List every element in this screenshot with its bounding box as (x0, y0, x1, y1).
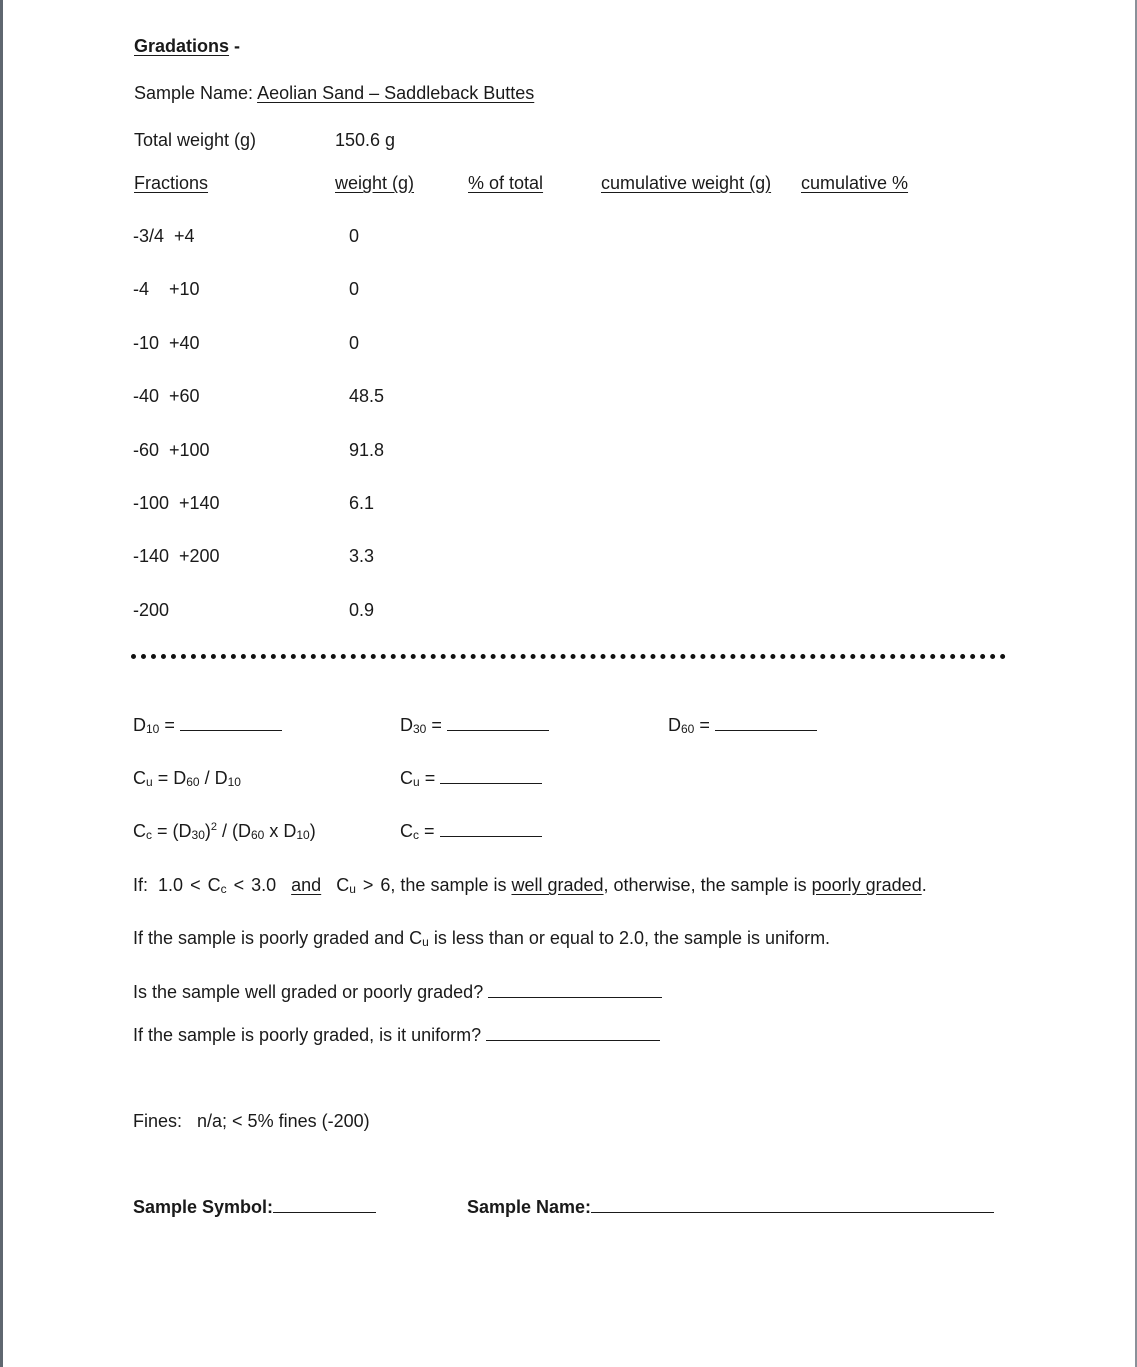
weight-cell: 48.5 (349, 386, 385, 406)
fraction-cell: -200 (133, 600, 170, 620)
sample-symbol-line: Sample Symbol: (133, 1196, 376, 1218)
heading-text: Gradations (134, 36, 230, 56)
sample-name-line (134, 82, 534, 104)
weight-cell: 0 (349, 333, 360, 353)
sample-symbol-blank (273, 1198, 376, 1213)
col-header-cum-weight: cumulative weight (g) (601, 173, 772, 193)
fraction-cell: -10 +40 (133, 333, 200, 353)
page-edge-left (0, 0, 3, 1367)
uniform-rule: If the sample is poorly graded and $C_u$ is less than or equal to 2.0, the sample is uniform. (133, 928, 831, 949)
sample-name-footer-blank (591, 1198, 994, 1213)
d10-blank (180, 716, 282, 731)
fraction-cell: -4 +10 (133, 279, 200, 299)
col-header-cum-percent: cumulative % (801, 173, 909, 193)
question-uniform-blank (486, 1026, 660, 1041)
weight-cell: 3.3 (349, 546, 375, 566)
sample-name-value: Aeolian Sand – Saddleback Buttes (257, 83, 535, 103)
weight-cell: 91.8 (349, 440, 385, 460)
d60-blank (715, 716, 817, 731)
d60-line: $D_{60}$ = (668, 714, 817, 736)
cc-answer-line: $C_c$ = (400, 820, 542, 842)
fraction-cell: -40 +60 (133, 386, 200, 406)
total-weight-value: 150.6 g (335, 130, 396, 150)
col-header-weight: weight (g) (335, 173, 415, 193)
weight-cell: 0 (349, 279, 360, 299)
dotted-divider (131, 654, 1006, 659)
cu-blank (440, 769, 542, 784)
weight-cell: 6.1 (349, 493, 375, 513)
col-header-percent: % of total (468, 173, 544, 193)
fraction-cell: -100 +140 (133, 493, 220, 513)
cu-answer-line: $C_u$ = (400, 767, 542, 789)
heading-suffix: - (229, 36, 241, 56)
col-header-fractions: Fractions (134, 173, 209, 193)
sample-name-label: Sample Name: (134, 83, 258, 103)
question-uniform: If the sample is poorly graded, is it uniform? (133, 1024, 660, 1046)
cu-formula: $C_u = D_{60} / D_{10}$ (133, 768, 241, 789)
fraction-cell: -140 +200 (133, 546, 220, 566)
d10-line: $D_{10}$ = (133, 714, 282, 736)
total-weight-label: Total weight (g) (134, 130, 257, 150)
fraction-cell: -60 +100 (133, 440, 210, 460)
question-graded-blank (488, 983, 662, 998)
weight-cell: 0 (349, 226, 360, 246)
sample-name-footer-line: Sample Name: (467, 1196, 994, 1218)
d30-blank (447, 716, 549, 731)
cc-blank (440, 822, 542, 837)
page-title (134, 35, 240, 57)
grading-rule: If: $1.0 < C_c < 3.0$ and $C_u > 6$, the sample is well graded, otherwise, the sample is poorly graded. (133, 875, 927, 896)
fraction-cell: -3/4 +4 (133, 226, 195, 246)
question-graded: Is the sample well graded or poorly graded? (133, 981, 662, 1003)
fines-note: Fines: n/a; < 5% fines (-200) (133, 1111, 370, 1131)
d30-line: $D_{30}$ = (400, 714, 549, 736)
weight-cell: 0.9 (349, 600, 375, 620)
cc-formula: $C_c = (D_{30})^2 / (D_{60}$ x $D_{10}$) (133, 821, 316, 842)
